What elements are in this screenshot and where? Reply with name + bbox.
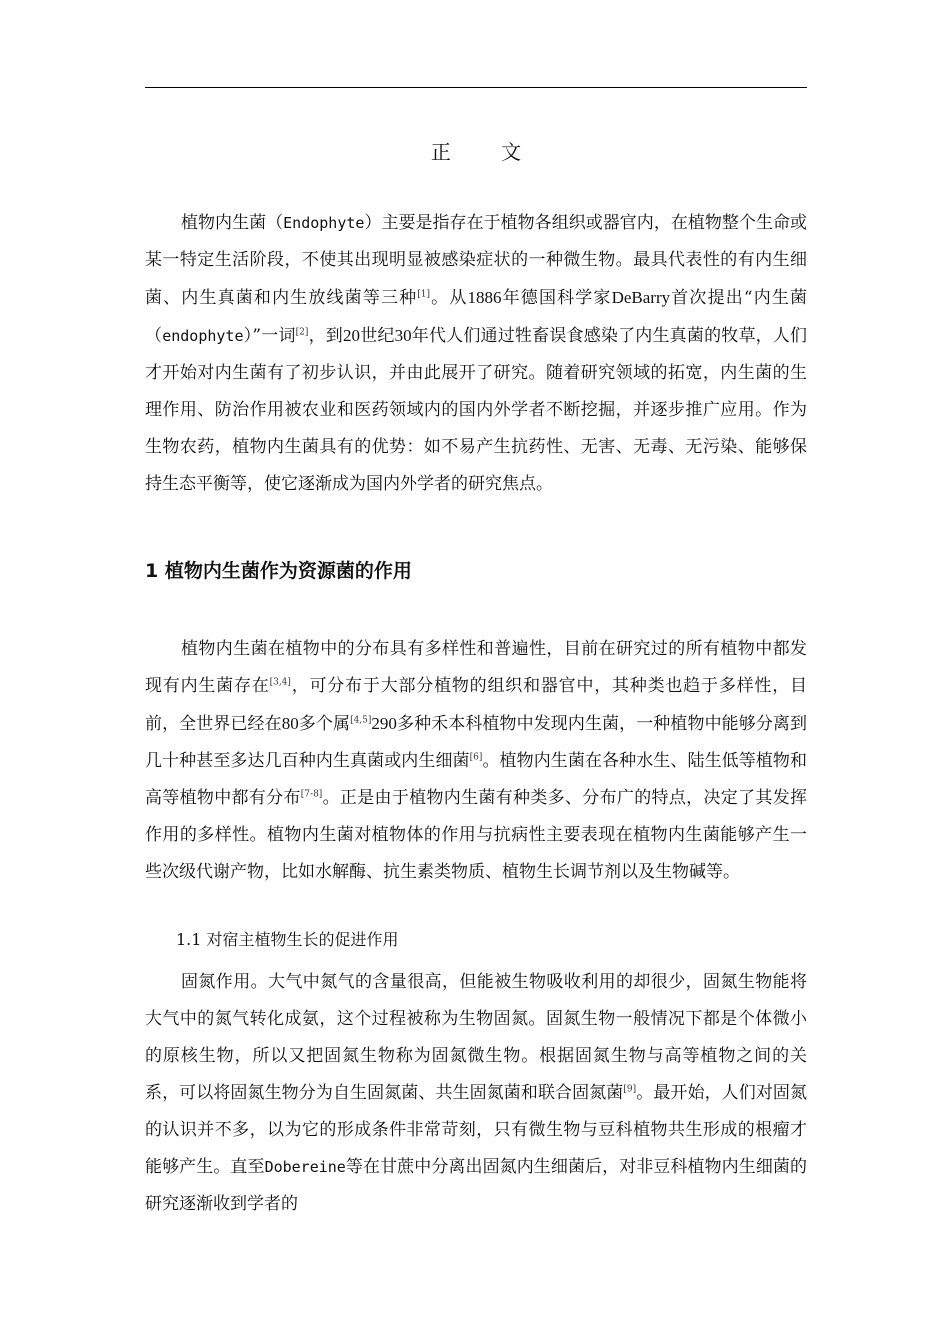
text-run: 290 — [371, 714, 397, 733]
text-run: 。植物内生菌在各种水生、陆生低等植物和高等植物中都有分布 — [145, 751, 807, 808]
text-run: 1886 — [467, 288, 502, 307]
subsection-paragraph — [145, 964, 807, 1223]
text-run: 年代人们通过牲畜误食感染了内生真菌的牧草，人们才开始对内生菌有了初步认识，并由此展开了研究。随着研究领域的拓宽，内生菌的生理作用、防治作用被农业和医药领域内的国内外学者不断挖掘，并逐步推广应用。作为生物农药，植物内生菌具有的优势：如不易产生抗药性、无害、无毒、无污染、能够保持生态平衡等，使它逐渐成为国内外学者的研究焦点。 — [145, 326, 808, 494]
section-heading: 1 植物内生菌作为资源菌的作用 — [145, 560, 412, 582]
citation-ref: [4,5] — [350, 715, 372, 726]
text-run: ）”一词 — [243, 326, 296, 346]
text-run: 80 — [281, 714, 299, 733]
text-run: ）主要是指存在于植物各组织或器官内，在植物整个生命或某一特定生活阶段，不使其出现明显被感染症状的一种微生物。最具代表性的有内生细菌、内生真菌和内生放线菌等三种 — [145, 213, 808, 308]
document-page — [145, 0, 807, 1344]
text-run: 20 — [343, 326, 360, 345]
citation-ref: [3,4] — [269, 677, 291, 688]
citation-ref: [1] — [417, 289, 431, 300]
citation-ref: [9] — [623, 1084, 637, 1095]
text-run: 。从 — [430, 288, 468, 308]
text-run: endophyte — [162, 327, 244, 345]
text-run: 多个属 — [298, 714, 351, 734]
text-run: 。最开始，人们对固氮的认识并不多，以为它的形成条件非常苛刻，只有微生物与豆科植物共生形成的根瘤才能够产生。直至 — [145, 1083, 808, 1177]
citation-ref: [7-8] — [300, 789, 323, 800]
text-run: 30 — [394, 326, 412, 345]
text-run: Dobereine — [264, 1158, 346, 1176]
text-run: ，可分布于大部分植物的组织和器官中，其种类也趋于多样性，目前，全世界已经在 — [145, 676, 808, 734]
text-run: 首次提出“内生菌（ — [145, 288, 808, 346]
text-run: DeBarry — [611, 288, 671, 307]
citation-ref: [6] — [469, 752, 483, 763]
text-run: 植物内生菌在植物中的分布具有多样性和普遍性，目前在研究过的所有植物中都发现有内生菌存在 — [145, 639, 807, 696]
page-title: 正 文 — [430, 140, 544, 164]
header-rule — [145, 87, 807, 88]
text-run: 等在甘蔗中分离出固氮内生细菌后，对非豆科植物内生细菌的研究逐渐收到学者的 — [145, 1157, 808, 1214]
subsection-heading: 1.1 对宿主植物生长的促进作用 — [176, 930, 399, 949]
text-run: 世纪 — [360, 326, 395, 346]
text-run: 。正是由于植物内生菌有种类多、分布广的特点，决定了其发挥作用的多样性。植物内生菌对植物体的作用与抗病性主要表现在植物内生菌能够产生一些次级代谢产物，比如水解酶、抗生素类物质、植物生长调节剂以及生物碱等。 — [145, 788, 808, 882]
text-run: Endophyte — [283, 214, 365, 232]
text-run: 年德国科学家 — [501, 288, 612, 308]
text-run: 植物内生菌（ — [181, 213, 284, 233]
text-run: 多种禾本科植物中发现内生菌，一种植物中能够分离到几十种甚至多达几百种内生真菌或内生细菌 — [145, 714, 808, 771]
text-run: ，到 — [308, 326, 343, 346]
citation-ref: [2] — [295, 327, 309, 338]
text-run: 固氮作用。大气中氮气的含量很高，但能被生物吸收利用的却很少，固氮生物能将大气中的氮气转化成氨，这个过程被称为生物固氮。固氮生物一般情况下都是个体微小的原核生物，所以又把固氮生物称为固氮微生物。根据固氮生物与高等植物之间的关系，可以将固氮生物分为自生固氮菌、共生固氮菌和联合固氮菌 — [145, 972, 807, 1103]
intro-paragraph — [145, 205, 807, 503]
section-paragraph — [145, 631, 807, 891]
